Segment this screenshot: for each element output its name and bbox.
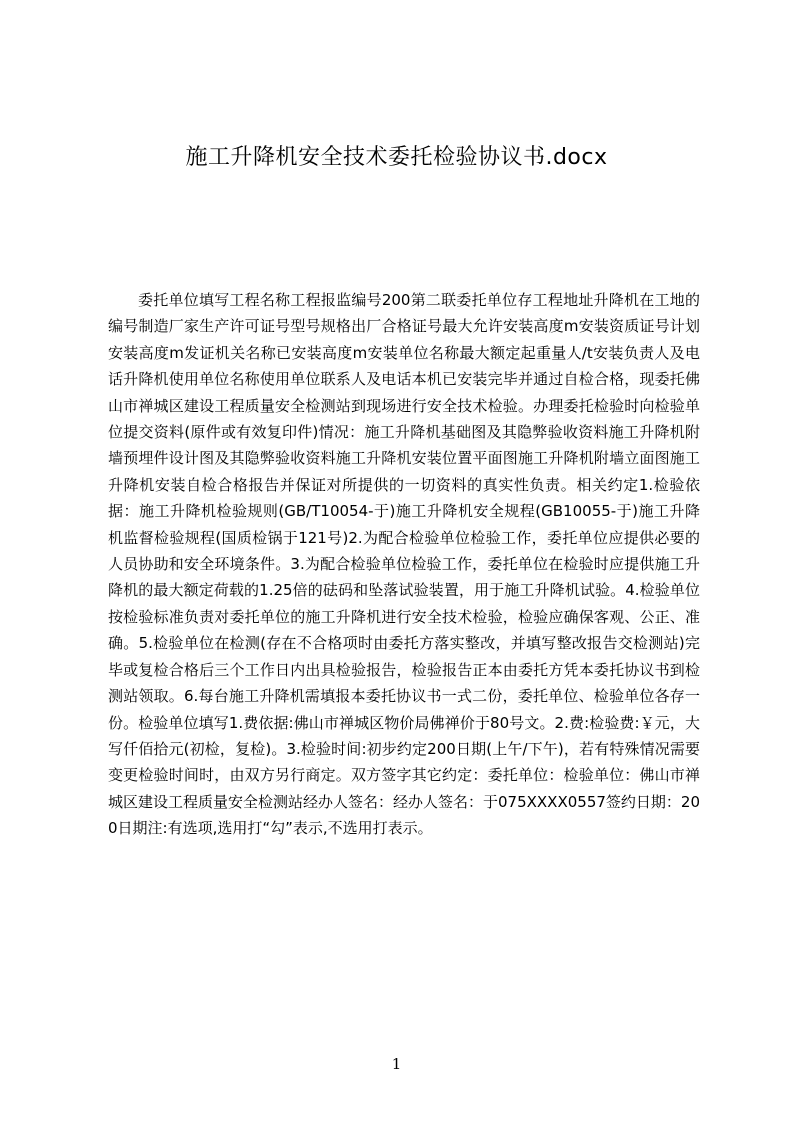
page-number: 1 — [391, 1055, 402, 1073]
document-title: 施工升降机安全技术委托检验协议书.docx — [185, 145, 608, 170]
document-body-paragraph: 委托单位填写工程名称工程报监编号200第二联委托单位存工程地址升降机在工地的编号制造厂家生产许可证号型号规格出厂合格证号最大允许安装高度m安装资质证号计划安装高度m发证机关名称已安装高度m安装单位名称最大额定起重量人/t安装负责人及电话升降机使用单位名称使用单位联系人及电话本机已安装完毕并通过自检合格，现委托佛山市禅城区建设工程质量安全检测站到现场进行安全技术检验。办理委托检验时向检验单位提交资料(原件或有效复印件)情况：施工升降机基础图及其隐弊验收资料施工升降机附墙预埋件设计图及其隐弊验收资料施工升降机安装位置平面图施工升降机附墙立面图施工升降机安装自检合格报告并保证对所提供的一切资料的真实性负责。相关约定1.检验依据：施工升降机检验规则(GB/T10054-于)施工升降机安全规程(GB10055-于)施工升降机监督检验规程(国质检锅于121号)2.为配合检验单位检验工作，委托单位应提供必要的人员协助和安全环境条件。3.为配合检验单位检验工作，委托单位在检验时应提供施工升降机的最大额定荷载的1.25倍的砝码和坠落试验装置，用于施工升降机试验。4.检验单位按检验标准负责对委托单位的施工升降机进行安全技术检验，检验应确保客观、公正、准确。5.检验单位在检测(存在不合格项时由委托方落实整改，并填写整改报告交检测站)完毕或复检合格后三个工作日内出具检验报告，检验报告正本由委托方凭本委托协议书到检测站领取。6.每台施工升降机需填报本委托协议书一式二份，委托单位、检验单位各存一份。检验单位填写1.费依据:佛山市禅城区物价局佛禅价于80号文。2.费:检验费:￥元，大写仟佰拾元(初检，复检)。3.检验时间:初步约定200日期(上午/下午)，若有特殊情况需要变更检验时间时，由双方另行商定。双方签字其它约定：委托单位：检验单位：佛山市禅城区建设工程质量安全检测站经办人签名：经办人签名：于075XXXX0557签约日期：200日期注:有选项,选用打“勾”表示,不选用打表示。 — [108, 291, 700, 838]
